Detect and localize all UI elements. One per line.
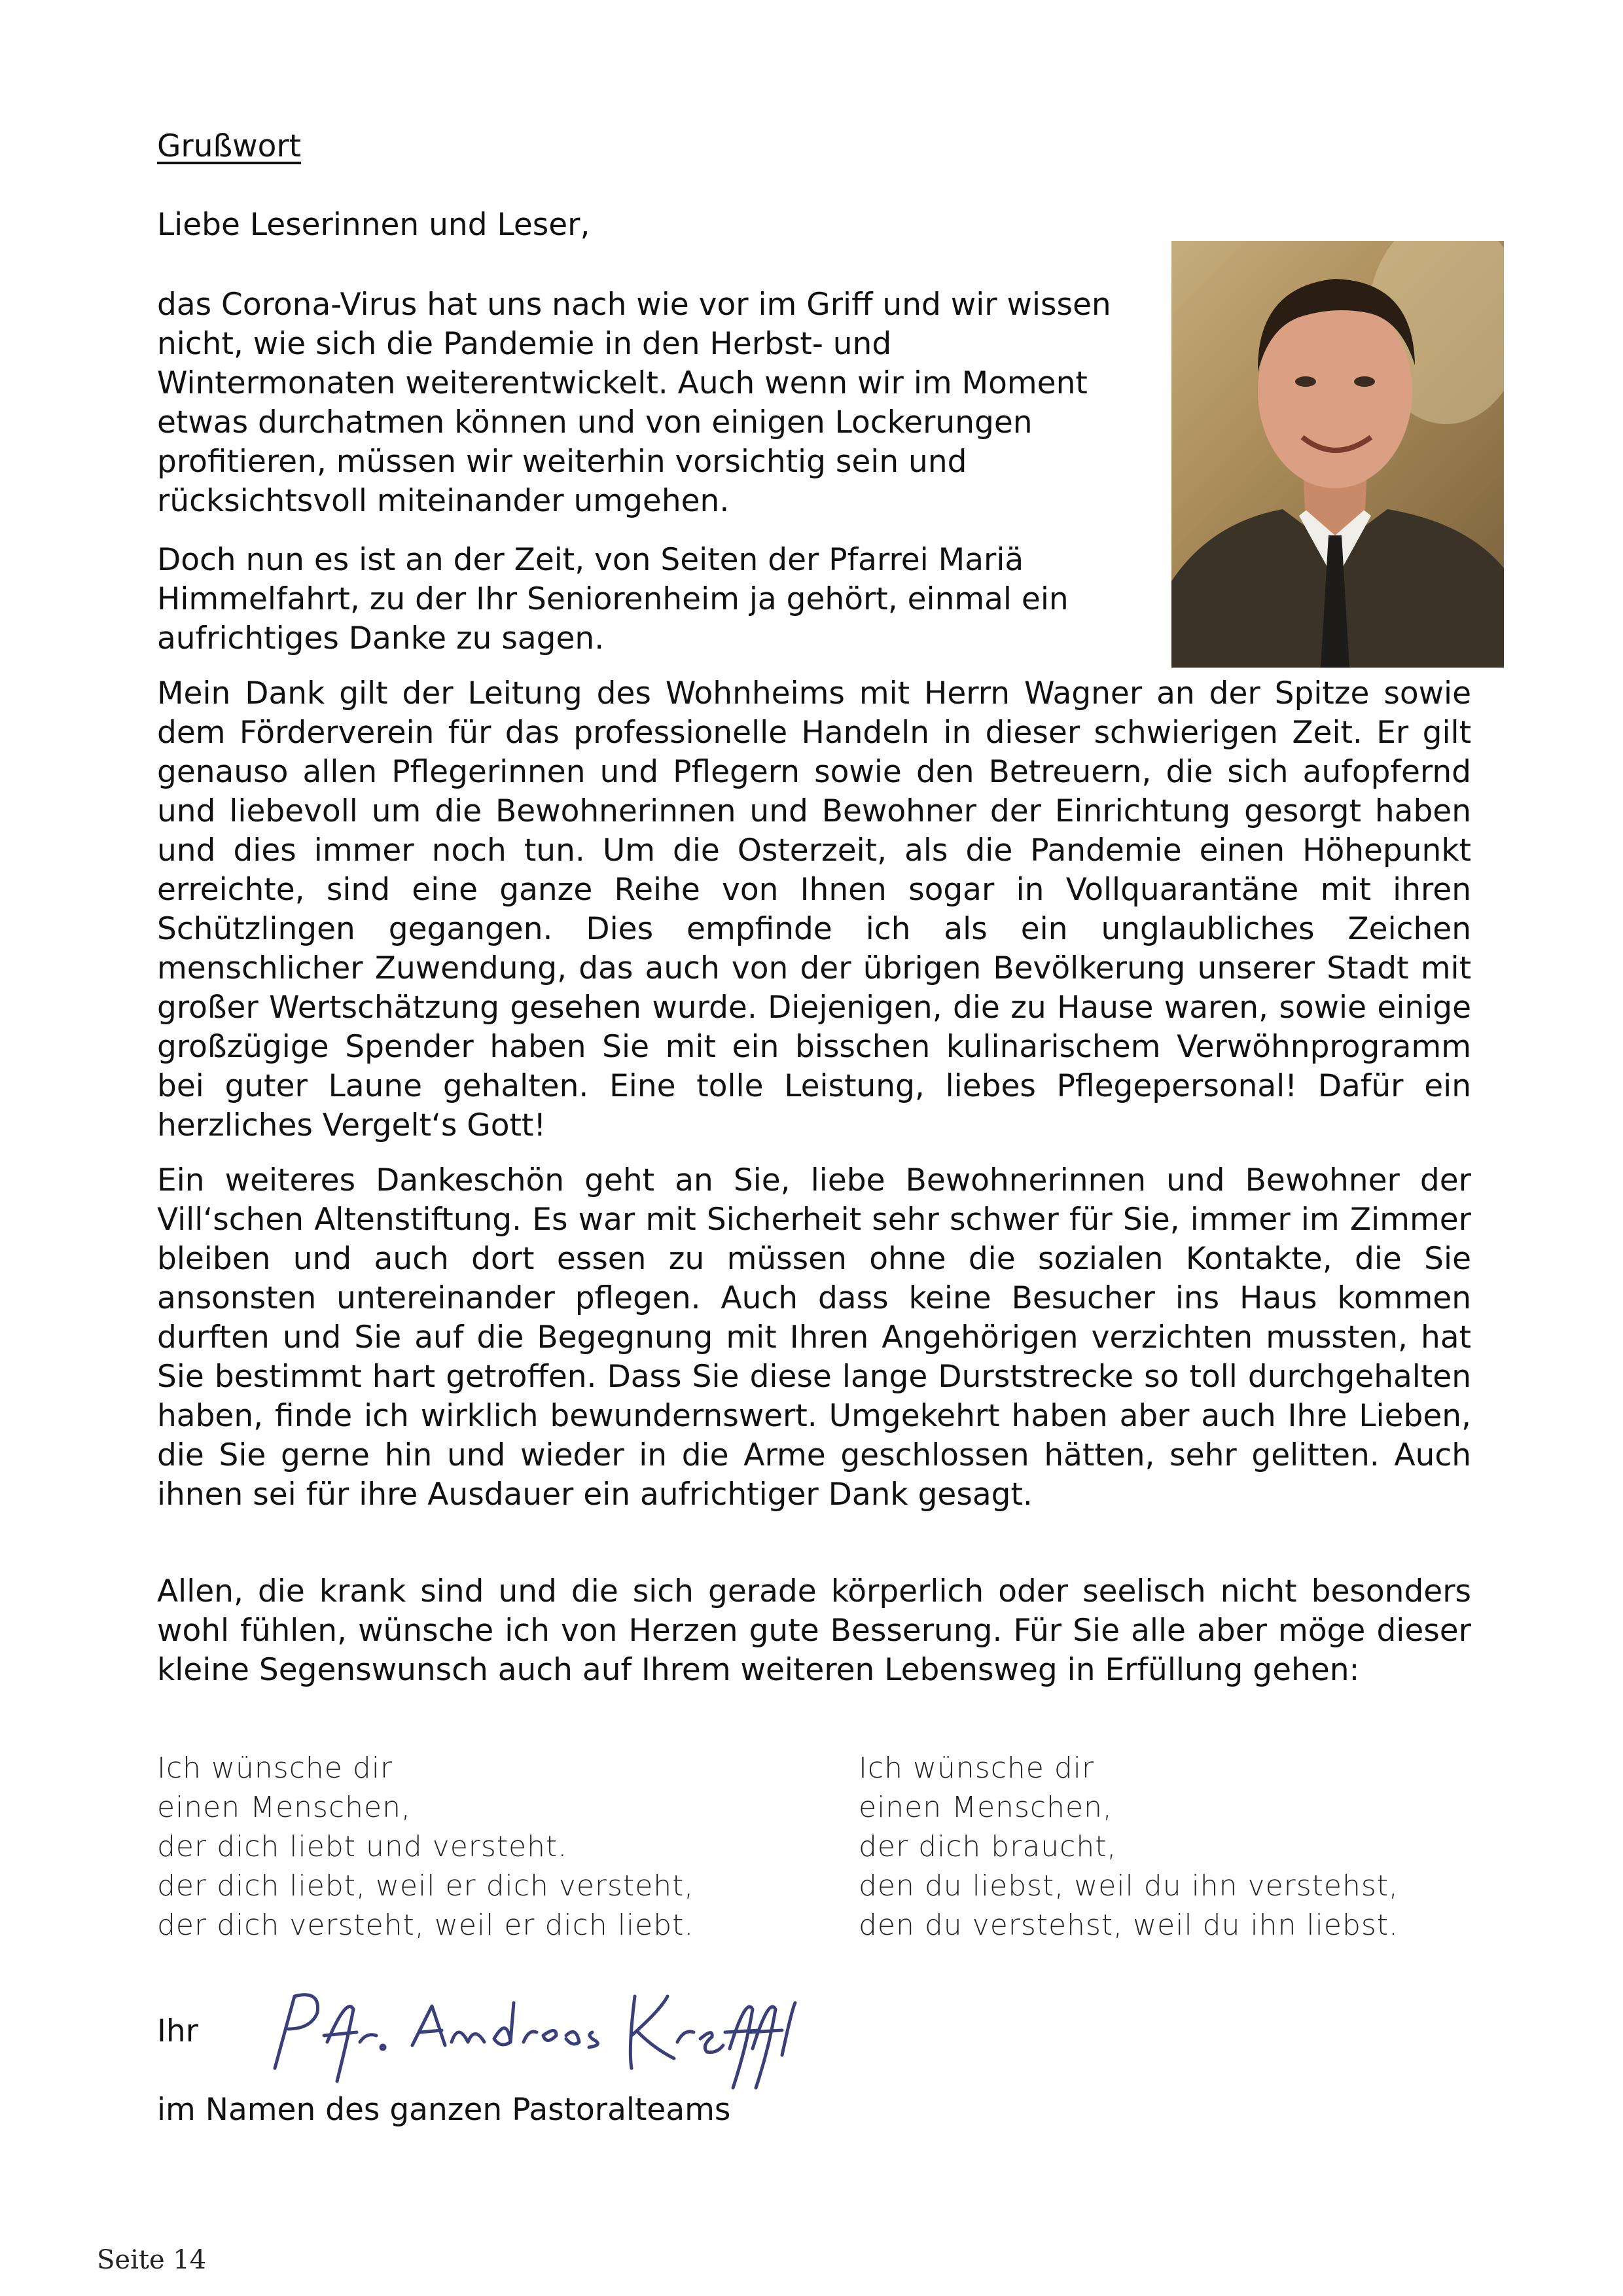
paragraph-3: Mein Dank gilt der Leitung des Wohnheims mit Herrn Wagner an der Spitze sowie dem Förderverein für das professionelle Handeln in dieser schwierigen Zeit. Er gilt genauso allen Pflegerinnen und Pflegern sowie den Betreuern, die sich aufopfernd und liebevoll um die Bewohnerinnen und Bewohner der Einrichtung gesorgt haben und dies immer noch tun. Um die Osterzeit, als die Pandemie einen Höhepunkt erreichte, sind eine ganze Reihe von Ihnen sogar in Vollquarantäne mit ihren Schützlingen gegangen. Dies empfinde ich als ein unglaubliches Zeichen menschlicher Zuwendung, das auch von der übrigen Bevölkerung unserer Stadt mit großer Wertschätzung gesehen wurde. Diejenigen, die zu Hause waren, sowie einige großzügige Spender haben Sie mit ein bisschen kulinarischem Verwöhnprogramm bei guter Laune gehalten. Eine tolle Leistung, liebes Pflegepersonal! Dafür ein herzliches Vergelt‘s Gott! [157,675,1471,1143]
poem-left-line: der dich versteht, weil er dich liebt. [157,1909,694,1942]
paragraph-1: das Corona-Virus hat uns nach wie vor im Griff und wir wissen nicht, wie sich die Pandemie in den Herbst- und Wintermonaten weiterentwickelt. Auch wenn wir im Moment etwas durchatmen können und von einigen Lockerungen profitieren, müssen wir weiterhin vorsichtig sein und rücksichtsvoll miteinander umgehen. [157,287,1111,519]
paragraph-2: Doch nun es ist an der Zeit, von Seiten der Pfarrei Mariä Himmelfahrt, zu der Ihr Seniorenheim ja gehört, einmal ein aufrichtiges Danke zu sagen. [157,542,1069,656]
paragraph-4: Ein weiteres Dankeschön geht an Sie, liebe Bewohnerinnen und Bewohner der Vill‘schen Altenstiftung. Es war mit Sicherheit sehr schwer für Sie, immer im Zimmer bleiben und auch dort essen zu müssen ohne die sozialen Kontakte, die Sie ansonsten untereinander pflegen. Auch dass keine Besucher ins Haus kommen durften und Sie auf die Begegnung mit Ihren Angehörigen verzichten mussten, hat Sie bestimmt hart getroffen. Dass Sie diese lange Durststrecke so toll durchgehalten haben, finde ich wirklich bewundernswert. Umgekehrt haben aber auch Ihre Lieben, die Sie gerne hin und wieder in die Arme geschlossen hätten, sehr gelitten. Auch ihnen sei für ihre Ausdauer ein aufrichtiger Dank gesagt. [157,1162,1471,1513]
poem-left-line: der dich liebt, weil er dich versteht, [157,1869,694,1903]
author-portrait-photo [1171,241,1504,668]
paragraph-5: Allen, die krank sind und die sich gerade körperlich oder seelisch nicht besonders wohl fühlen, wünsche ich von Herzen gute Besserung. Für Sie alle aber möge dieser kleine Segenswunsch auch auf Ihrem weiteren Lebensweg in Erfüllung gehen: [157,1573,1471,1688]
poem-right-column [859,1749,1399,1945]
poem-left-line: Ich wünsche dir [157,1751,393,1785]
poem-left-line: einen Menschen, [157,1791,411,1824]
poem-left-column [157,1749,694,1945]
poem-left-line: der dich liebt und versteht. [157,1830,568,1863]
page-heading: Grußwort [157,128,302,164]
salutation: Liebe Leserinnen und Leser, [157,207,590,243]
closing-ihr: Ihr [157,2013,198,2049]
closing-pastoral-team: im Namen des ganzen Pastoralteams [157,2092,731,2128]
poem-right-line: den du liebst, weil du ihn verstehst, [859,1869,1399,1903]
handwritten-signature [249,1970,798,2101]
poem-right-line: einen Menschen, [859,1791,1113,1824]
page-number: Seite 14 [97,2245,207,2275]
poem-right-line: der dich braucht, [859,1830,1117,1863]
poem-right-line: Ich wünsche dir [859,1751,1095,1785]
poem-right-line: den du verstehst, weil du ihn liebst. [859,1909,1399,1942]
